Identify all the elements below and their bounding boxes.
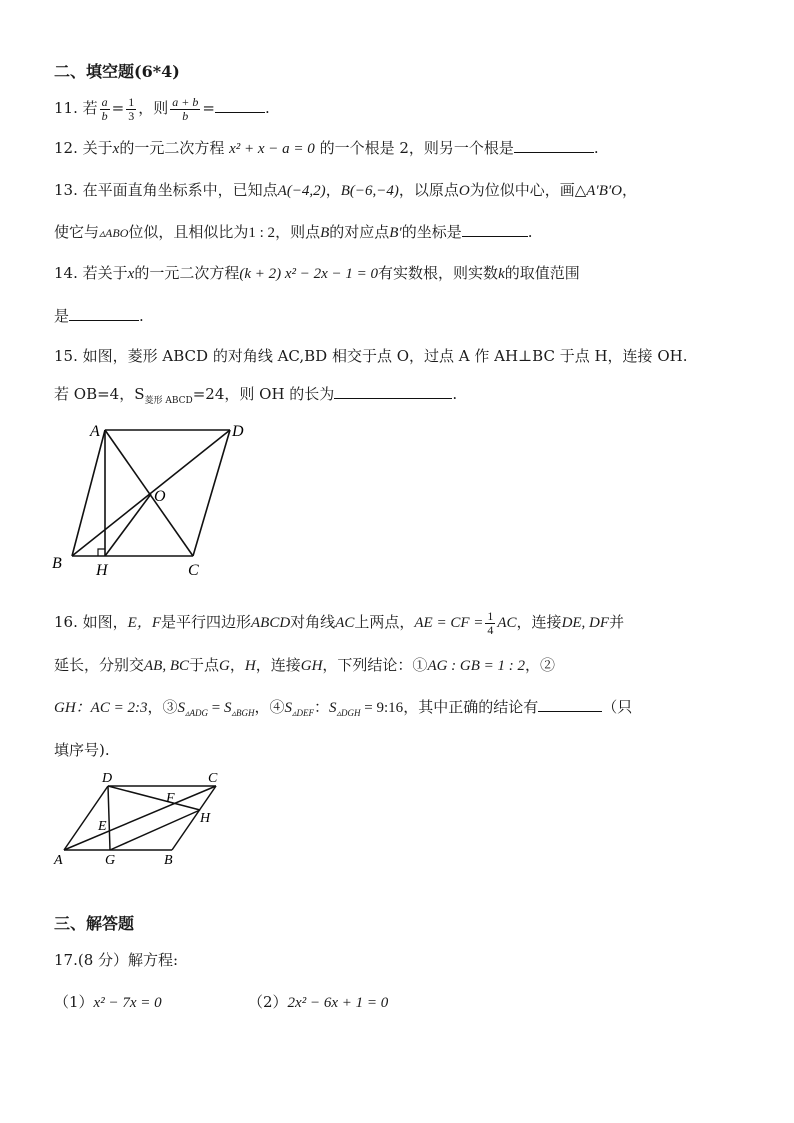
question-17: 17.(8 分）解方程: xyxy=(54,951,179,969)
equation-14: (k + 2) x² − 2x − 1 = 0 xyxy=(239,266,379,282)
equation-12: x² + x − a = 0 xyxy=(229,141,315,157)
answer-blank-13[interactable] xyxy=(462,222,528,237)
section-3-title: 三、解答题 xyxy=(54,914,135,933)
label-c: C xyxy=(208,771,218,786)
fraction-a-over-b: $\frac{a}{b}$ xyxy=(101,94,108,123)
diagonal-bd xyxy=(72,430,230,556)
edge-cd xyxy=(193,430,230,556)
fraction-a-plus-b-over-b: $\frac{a + b}{b}$ xyxy=(172,94,199,123)
question-13-line-2: 使它与▵ABO位似，且相似比为1 : 2，则点B的对应点B′的坐标是 . xyxy=(54,223,533,241)
segment-dg xyxy=(108,786,110,850)
answer-blank-11[interactable] xyxy=(215,98,265,113)
equation-17-2: 2x² − 6x + 1 = 0 xyxy=(287,995,389,1011)
label-g: G xyxy=(105,853,116,868)
fraction-1-over-4: $\frac{1}{4}$ xyxy=(487,608,494,637)
answer-blank-15[interactable] xyxy=(334,384,452,399)
label-h: H xyxy=(200,811,211,826)
label-a: A xyxy=(90,423,100,440)
rhombus-figure xyxy=(48,418,268,580)
question-17-part-1: （1）x² − 7x = 0 xyxy=(54,993,162,1011)
label-a: A xyxy=(54,853,63,868)
label-e: E xyxy=(98,819,107,834)
question-14-line-1: 14. 若关于x的一元二次方程(k + 2) x² − 2x − 1 = 0有实数根，则实数k的取值范围 xyxy=(54,264,580,282)
question-12: 12. 关于x的一元二次方程 x² + x − a = 0 的一个根是 2，则另一个根是 . xyxy=(54,139,599,157)
question-11: 11. 若 $\frac{a}{b}$ = $\frac{1}{3}$ ，则 $\frac{a + b}{b}$ = . xyxy=(54,94,270,123)
question-16-line-3: GH：AC = 2:3，$③S_{▵ADG} = S_{▵BGH}$，$④S_{▵DEF}$：$S_{▵DGH}$ = 9:16，其中正确的结论有 （只 xyxy=(54,698,633,718)
edge-ab xyxy=(72,430,105,556)
question-17-part-2: （2）2x² − 6x + 1 = 0 xyxy=(248,993,389,1011)
answer-blank-12[interactable] xyxy=(514,138,594,153)
q11-number: 11. xyxy=(54,99,78,117)
section-2-title: 二、填空题(6*4) xyxy=(54,62,180,81)
answer-blank-14[interactable] xyxy=(69,306,139,321)
label-b: B xyxy=(164,853,173,868)
label-d: D xyxy=(232,423,244,440)
label-o: O xyxy=(154,488,166,505)
question-13-line-1: 13. 在平面直角坐标系中，已知点A(−4,2)，B(−6,−4)，以原点O为位似中心，画△A′B′O， xyxy=(54,181,638,199)
answer-blank-16[interactable] xyxy=(538,697,602,712)
label-b: B xyxy=(52,555,62,572)
question-14-line-2: 是 . xyxy=(54,307,144,325)
label-c: C xyxy=(188,562,199,579)
question-16-line-1: 16. 如图，E，F是平行四边形ABCD对角线AC上两点，AE = CF = $\frac{1}{4}$ AC，连接DE, DF并 xyxy=(54,608,625,637)
equation-17-1: x² − 7x = 0 xyxy=(93,995,162,1011)
question-15-line-2: 若 OB=4，$S_{菱形 ABCD}=24$，则 OH 的长为 . xyxy=(54,385,458,406)
parallelogram-figure xyxy=(50,770,230,870)
fraction-1-over-3: $\frac{1}{3}$ xyxy=(128,94,135,123)
question-16-line-2: 延长，分别交AB, BC于点G，H，连接GH，下列结论：①AG : GB = 1 : 2，② xyxy=(54,656,556,674)
label-f: F xyxy=(166,791,175,806)
label-d: D xyxy=(102,771,113,786)
right-angle-mark xyxy=(98,549,105,556)
question-16-line-4: 填序号). xyxy=(54,741,110,759)
label-h: H xyxy=(96,562,108,579)
question-15-line-1: 15. 如图，菱形 ABCD 的对角线 AC,BD 相交于点 O，过点 A 作 AH⊥BC 于点 H，连接 OH. xyxy=(54,347,688,365)
